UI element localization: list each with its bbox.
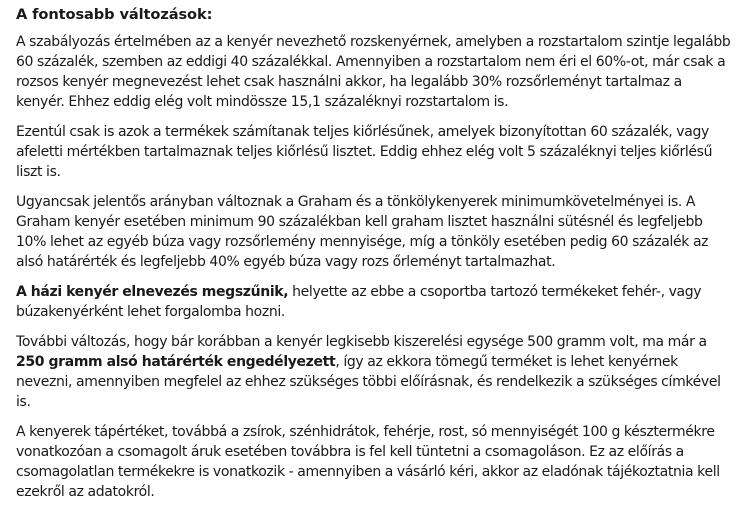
- paragraph-weight: [16, 332, 734, 412]
- paragraph-home-bread-rest: helyette az ebbe a csoportba tartozó termékeket fehér-, vagy búzakenyérként lehet forgalomba hozni.: [16, 284, 702, 320]
- paragraph-graham-spelt: Ugyancsak jelentős arányban változnak a Graham és a tönkölykenyerek minimumkövetelményei is. A Graham kenyér esetében minimum 90 százalékban kell graham lisztet használni sütésnél és legfeljebb 10% lehet az egyéb búza vagy rozsőrlemény mennyisége, míg a tönköly esetében pedig 60 százalék az alsó határérték és legfeljebb 40% egyéb búza vagy rozs őrleményt tartalmazhat.: [16, 194, 709, 270]
- bold-weight-phrase: 250 gramm alsó határérték engedélyezett: [16, 354, 336, 370]
- paragraph-rye-bread: A szabályozás értelmében az a kenyér nevezhető rozskenyérnek, amelyben a rozstartalom szintje legalább 60 százalék, szemben az eddigi 40 százalékkal. Amennyiben a rozstartalom nem éri el 60%-ot, már csak a rozsos kenyér megnevezést lehet csak használni akkor, ha legalább 30% rozsőrleményt tartalmaz a kenyér. Ehhez eddig elég volt mindössze 15,1 százaléknyi rozstartalom is.: [16, 34, 731, 110]
- section-heading: A fontosabb változások:: [16, 6, 213, 23]
- paragraph-home-bread: [16, 282, 734, 322]
- paragraph-weight-start: További változás, hogy bár korábban a kenyér legkisebb kiszerelési egysége 500 gramm volt, ma már a: [16, 334, 707, 350]
- bold-home-bread-phrase: A házi kenyér elnevezés megszűnik,: [16, 284, 289, 300]
- paragraph-nutrition: A kenyerek tápértéket, továbbá a zsírok, szénhidrátok, fehérje, rost, só mennyiségét 100 g késztermékre vonatkozóan a csomagolt áruk esetében továbbra is fel kell tüntetni a csomagoláson. Ez az előírás a csomagolatlan termékekre is vonatkozik - amennyiben a vásárló kéri, akkor az eladónak tájékoztatnia kell ezekről az adatokról.: [16, 424, 720, 500]
- paragraph-wholegrain: Ezentúl csak is azok a termékek számítanak teljes kiőrlésűnek, amelyek bizonyítottan 60 százalék, vagy afeletti mértékben tartalmaznak teljes kiőrlésű lisztet. Eddig ehhez elég volt 5 százaléknyi teljes kiőrlésű liszt is.: [16, 124, 713, 180]
- paragraph-weight-rest: , így az ekkora tömegű terméket is lehet kenyérnek nevezni, amennyiben megfelel az ehhez szükséges többi előírásnak, és rendelkezik a szükséges címkével is.: [16, 354, 721, 410]
